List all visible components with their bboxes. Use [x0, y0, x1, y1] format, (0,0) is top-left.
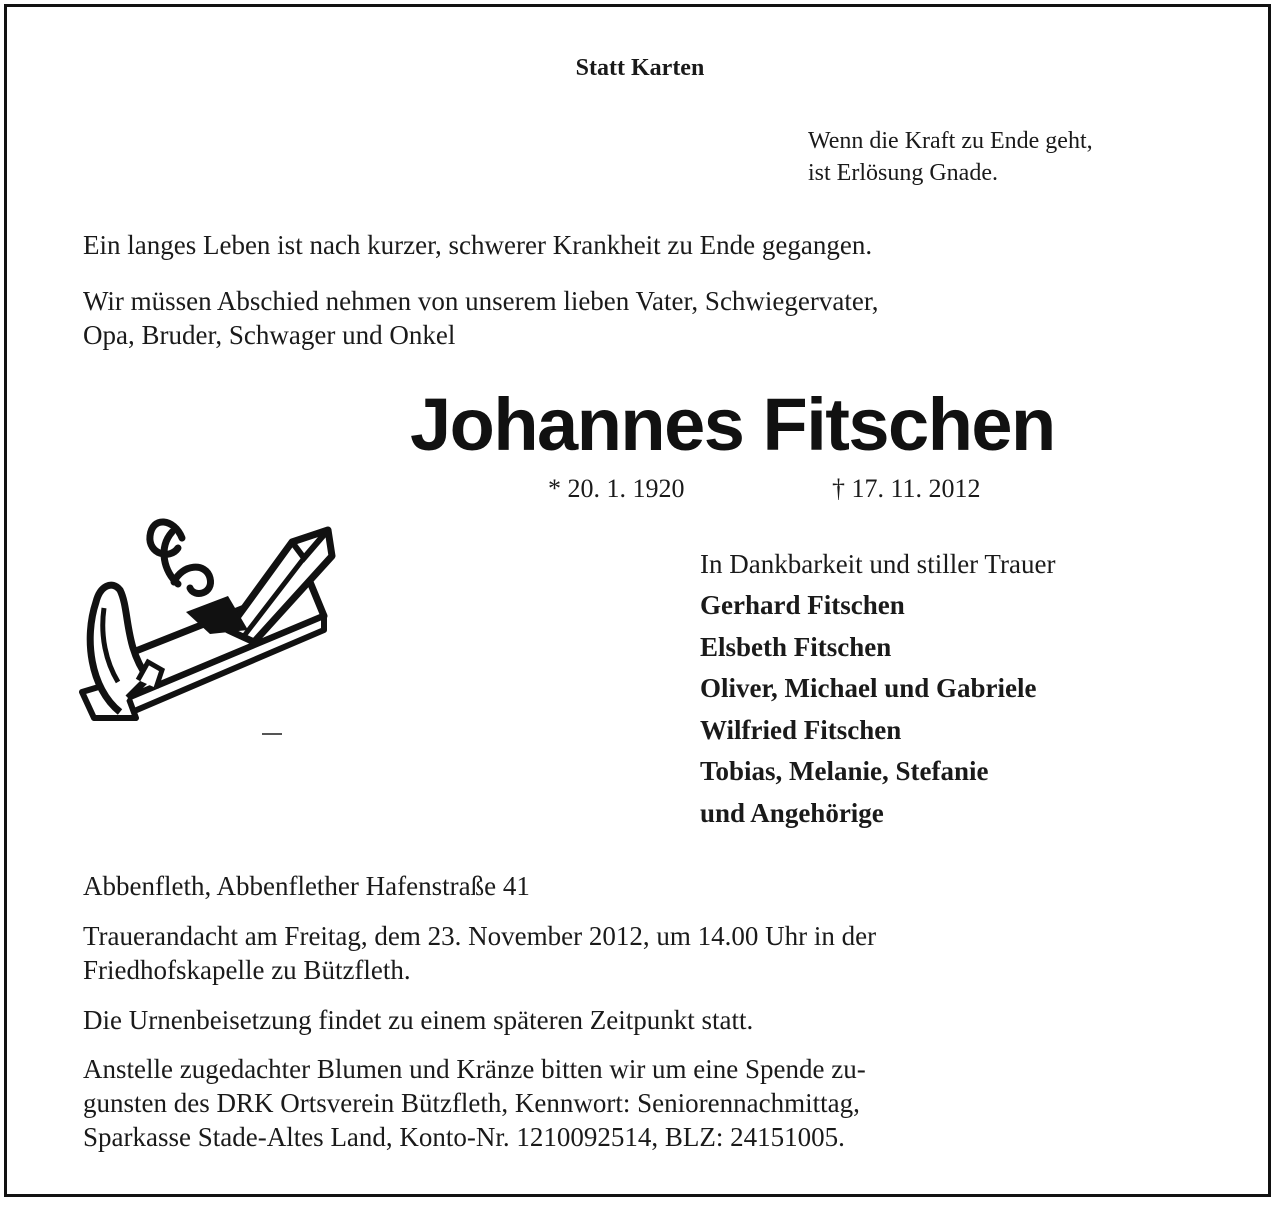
mourner-name: und Angehörige	[700, 798, 884, 828]
burial-note: Die Urnenbeisetzung findet zu einem späteren Zeitpunkt statt.	[83, 1005, 754, 1035]
motto-line-2: ist Erlösung Gnade.	[808, 160, 998, 186]
service-line-2: Friedhofskapelle zu Bützfleth.	[83, 955, 411, 985]
header-statt-karten: Statt Karten	[575, 55, 705, 81]
farewell-line-1: Wir müssen Abschied nehmen von unserem lieben Vater, Schwiegervater,	[83, 286, 879, 316]
death-date: † 17. 11. 2012	[832, 474, 981, 503]
birth-date: * 20. 1. 1920	[548, 474, 685, 503]
motto-line-1: Wenn die Kraft zu Ende geht,	[808, 128, 1093, 154]
mourners-intro: In Dankbarkeit und stiller Trauer	[700, 549, 1056, 579]
mourner-name: Tobias, Melanie, Stefanie	[700, 756, 989, 786]
intro-sentence: Ein langes Leben ist nach kurzer, schwerer Krankheit zu Ende gegangen.	[83, 230, 873, 260]
mourner-name: Wilfried Fitschen	[700, 715, 902, 745]
mourner-name: Elsbeth Fitschen	[700, 632, 892, 662]
donation-line-3: Sparkasse Stade-Altes Land, Konto-Nr. 1210092514, BLZ: 24151005.	[83, 1122, 845, 1152]
service-line-1: Trauerandacht am Freitag, dem 23. November 2012, um 14.00 Uhr in der	[83, 921, 877, 951]
mourner-name: Gerhard Fitschen	[700, 590, 905, 620]
deceased-name: Johannes Fitschen	[410, 383, 1055, 466]
donation-line-2: gunsten des DRK Ortsverein Bützfleth, Kennwort: Seniorennachmittag,	[83, 1088, 860, 1118]
farewell-line-2: Opa, Bruder, Schwager und Onkel	[83, 320, 456, 350]
hand-plane-icon	[78, 512, 338, 742]
mourner-name: Oliver, Michael und Gabriele	[700, 673, 1037, 703]
donation-line-1: Anstelle zugedachter Blumen und Kränze bitten wir um eine Spende zu-	[83, 1054, 866, 1084]
address: Abbenfleth, Abbenflether Hafenstraße 41	[83, 871, 530, 901]
